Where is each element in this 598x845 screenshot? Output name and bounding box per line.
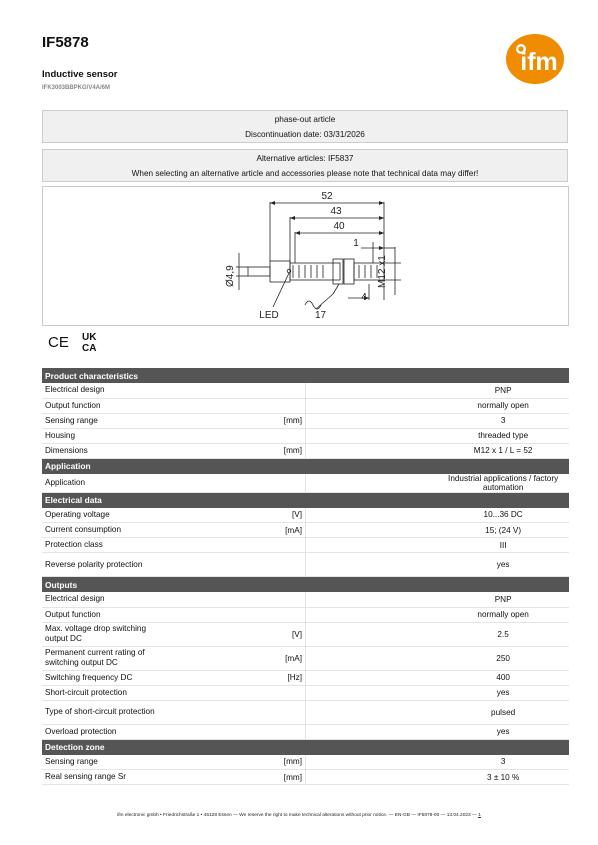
spec-gap [306, 538, 438, 553]
spec-unit: [Hz] [174, 670, 306, 685]
spec-unit: [mm] [174, 770, 306, 785]
section-header [42, 368, 569, 383]
spec-value: 3 [437, 755, 569, 770]
page-title: IF5878 [42, 34, 89, 51]
spec-unit [174, 592, 306, 607]
section-title: Detection zone [42, 739, 569, 755]
spec-label: Reverse polarity protection [42, 553, 174, 577]
spec-row [42, 646, 569, 670]
section-title: Product characteristics [42, 368, 569, 383]
spec-unit: [V] [174, 508, 306, 523]
spec-label: Operating voltage [42, 508, 174, 523]
spec-label: Type of short-circuit protection [42, 700, 174, 724]
spec-label: Short-circuit protection [42, 685, 174, 700]
spec-gap [306, 474, 438, 493]
spec-label: Dimensions [42, 443, 174, 458]
spec-label: Electrical design [42, 592, 174, 607]
product-subtitle: Inductive sensor [42, 69, 118, 80]
spec-row [42, 770, 569, 785]
spec-unit: [V] [174, 622, 306, 646]
spec-unit [174, 428, 306, 443]
phase-out-notice [42, 110, 568, 143]
spec-value: yes [437, 553, 569, 577]
spec-row [42, 592, 569, 607]
spec-label: Output function [42, 607, 174, 622]
spec-gap [306, 622, 438, 646]
spec-unit [174, 398, 306, 413]
spec-gap [306, 755, 438, 770]
spec-gap [306, 724, 438, 739]
ifm-logo [506, 34, 564, 84]
spec-row [42, 755, 569, 770]
spec-row [42, 685, 569, 700]
spec-unit [174, 553, 306, 577]
spec-label: Application [42, 474, 174, 493]
spec-value: Industrial applications / factory automation [437, 474, 569, 493]
thread-label: M12 x1 [377, 255, 388, 288]
diameter-label: Ø4,9 [225, 265, 236, 287]
spec-value: PNP [437, 592, 569, 607]
spec-label: Real sensing range Sr [42, 770, 174, 785]
spec-gap [306, 770, 438, 785]
spec-gap [306, 646, 438, 670]
sensor-drawing-svg [43, 187, 570, 327]
certification-marks [48, 330, 108, 352]
spec-gap [306, 553, 438, 577]
dim-4: 4 [361, 292, 367, 303]
phase-out-label: phase-out article [274, 115, 336, 124]
svg-text:CA: CA [82, 343, 97, 352]
ukca-mark [82, 332, 97, 352]
spec-gap [306, 670, 438, 685]
spec-value: normally open [437, 398, 569, 413]
spec-value: 10...36 DC [437, 508, 569, 523]
spec-unit: [mm] [174, 443, 306, 458]
logo-text: ifm [520, 48, 558, 76]
spec-value: PNP [437, 383, 569, 398]
spec-value: 400 [437, 670, 569, 685]
dim-52: 52 [321, 191, 333, 202]
spec-row [42, 508, 569, 523]
spec-row [42, 553, 569, 577]
spec-gap [306, 383, 438, 398]
spec-gap [306, 508, 438, 523]
section-header [42, 492, 569, 508]
spec-gap [306, 592, 438, 607]
spec-label: Electrical design [42, 383, 174, 398]
spec-unit [174, 538, 306, 553]
spec-gap [306, 413, 438, 428]
spec-gap [306, 700, 438, 724]
spec-unit [174, 685, 306, 700]
section-title: Outputs [42, 577, 569, 593]
spec-gap [306, 685, 438, 700]
spec-row [42, 474, 569, 493]
spec-row [42, 622, 569, 646]
spec-value: M12 x 1 / L = 52 [437, 443, 569, 458]
alternative-articles: Alternative articles: IF5837 [256, 154, 354, 163]
spec-gap [306, 607, 438, 622]
spec-row [42, 607, 569, 622]
spec-unit: [mA] [174, 646, 306, 670]
spec-row [42, 443, 569, 458]
spec-value: yes [437, 724, 569, 739]
spec-unit: [mA] [174, 523, 306, 538]
spec-unit: [mm] [174, 413, 306, 428]
spec-gap [306, 443, 438, 458]
dimension-drawing [42, 186, 569, 326]
section-header [42, 458, 569, 474]
ce-mark: CE [48, 334, 69, 351]
dim-1: 1 [353, 238, 359, 249]
spec-value: 3 [437, 413, 569, 428]
spec-unit: [mm] [174, 755, 306, 770]
spec-label: Permanent current rating of switching output DC [42, 646, 174, 670]
spec-row [42, 700, 569, 724]
spec-value: threaded type [437, 428, 569, 443]
spec-value: 15; (24 V) [437, 523, 569, 538]
spec-row [42, 724, 569, 739]
spec-label: Switching frequency DC [42, 670, 174, 685]
spec-value: yes [437, 685, 569, 700]
dim-40: 40 [333, 221, 345, 232]
spec-value: 250 [437, 646, 569, 670]
spec-label: Housing [42, 428, 174, 443]
spec-label: Current consumption [42, 523, 174, 538]
spec-label: Max. voltage drop switching output DC [42, 622, 174, 646]
footer [0, 813, 598, 818]
spec-row [42, 428, 569, 443]
spec-unit [174, 724, 306, 739]
spec-value: III [437, 538, 569, 553]
spec-value: pulsed [437, 700, 569, 724]
spec-label: Protection class [42, 538, 174, 553]
section-title: Application [42, 458, 569, 474]
spec-label: Output function [42, 398, 174, 413]
wrench-size: 17 [315, 310, 327, 321]
alternative-notice [42, 149, 568, 182]
footer-text: ifm electronic gmbh • Friedrichstraße 1 • 45128 Essen — We reserve the right to make technical alterations without prior notice. — EN-GB — IF5878-00 — 13.04.2023 — [117, 813, 477, 818]
spec-value: normally open [437, 607, 569, 622]
spec-label: Sensing range [42, 413, 174, 428]
spec-row [42, 538, 569, 553]
spec-label: Overload protection [42, 724, 174, 739]
spec-row [42, 670, 569, 685]
spec-gap [306, 523, 438, 538]
spec-table [42, 368, 569, 785]
page-number: 1 [478, 813, 481, 818]
spec-value: 3 ± 10 % [437, 770, 569, 785]
spec-value: 2.5 [437, 622, 569, 646]
spec-unit [174, 607, 306, 622]
spec-unit [174, 474, 306, 493]
spec-row [42, 383, 569, 398]
section-header [42, 577, 569, 593]
discontinuation-date: Discontinuation date: 03/31/2026 [245, 130, 365, 139]
spec-row [42, 398, 569, 413]
spec-gap [306, 428, 438, 443]
dim-43: 43 [330, 206, 342, 217]
alternative-warning: When selecting an alternative article and accessories please note that technical data may differ! [131, 169, 479, 178]
spec-unit [174, 700, 306, 724]
spec-label: Sensing range [42, 755, 174, 770]
spec-row [42, 413, 569, 428]
led-label: LED [259, 310, 279, 321]
spec-unit [174, 383, 306, 398]
spec-gap [306, 398, 438, 413]
svg-text:UK: UK [82, 332, 97, 343]
product-code: IFK3003BBPKG/V4A/6M [42, 85, 111, 91]
section-header [42, 739, 569, 755]
section-title: Electrical data [42, 492, 569, 508]
spec-row [42, 523, 569, 538]
